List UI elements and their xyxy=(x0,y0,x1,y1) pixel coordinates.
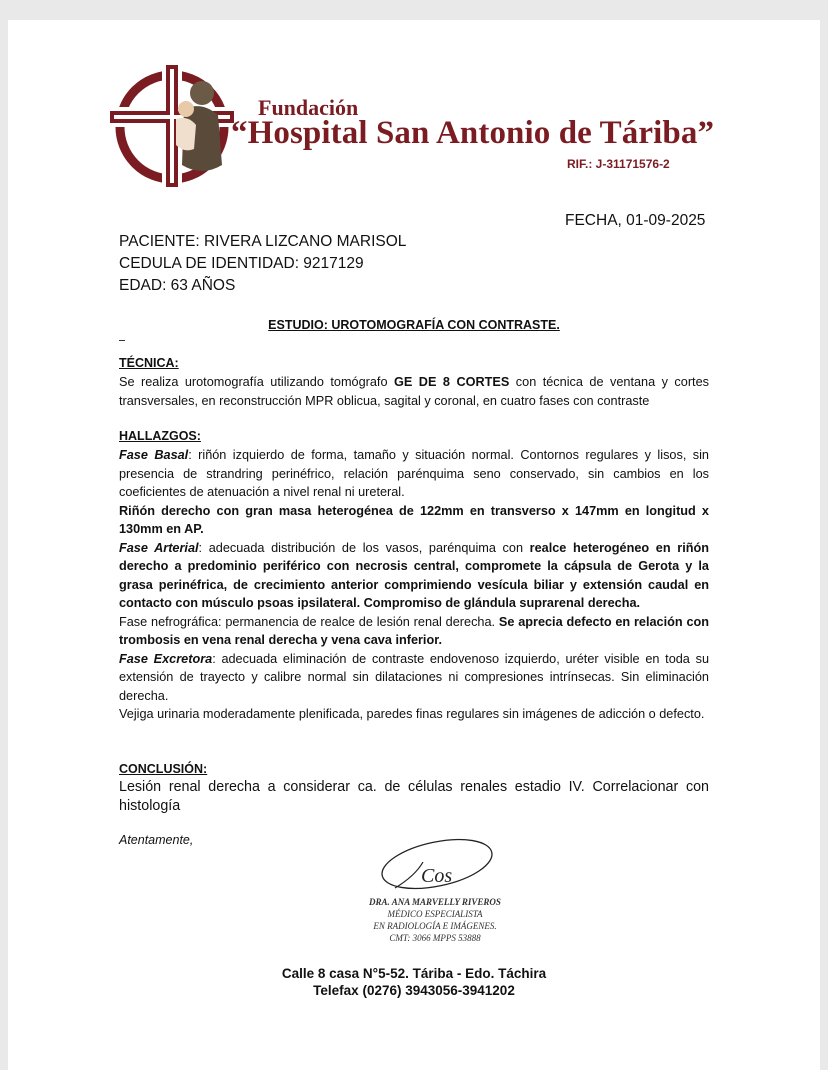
fase-nefro-label: Fase nefrográfica xyxy=(119,614,219,629)
hallazgos-heading: HALLAZGOS: xyxy=(119,429,201,443)
report-date: FECHA, 01-09-2025 xyxy=(565,212,706,229)
fase-arterial-bold: realce heterogéneo en riñón derecho a predominio periférico con necrosis central, compromete la cápsula de Gerota y la grasa perinéfrica, de crecimiento anterior comprimiendo vesícula biliar y extensión caudal en contacto con músculo psoas ipsilateral. Compromiso de glándula suprarenal derecha. xyxy=(119,540,709,610)
fase-arterial-paragraph xyxy=(119,539,709,613)
tecnica-text xyxy=(119,373,709,410)
patient-name: PACIENTE: RIVERA LIZCANO MARISOL xyxy=(119,233,407,250)
fase-arterial-label: Fase Arterial xyxy=(119,540,199,555)
fase-basal-paragraph xyxy=(119,446,709,502)
doctor-title: MÉDICO ESPECIALISTA xyxy=(387,909,483,919)
doctor-specialty: EN RADIOLOGÍA E IMÁGENES. xyxy=(373,921,497,931)
doctor-registry: CMT: 3066 MPPS 53888 xyxy=(389,933,481,943)
tecnica-text-c: con técnica de ventana y cortes transversales, en reconstrucción MPR oblicua, sagital y coronal, en cuatro fases con contraste xyxy=(119,375,709,408)
doctor-stamp xyxy=(310,896,560,944)
tecnica-heading: TÉCNICA: xyxy=(119,356,179,370)
hallazgos-body xyxy=(119,446,709,724)
tecnica-text-a: Se realiza urotomografía utilizando tomógrafo xyxy=(119,375,394,389)
mass-text: Riñón derecho con gran masa heterogénea de 122mm en transverso x 147mm en longitud x 130mm en AP. xyxy=(119,503,709,536)
vejiga-text: Vejiga urinaria moderadamente plenificada, paredes finas regulares sin imágenes de adicción o defecto. xyxy=(119,707,705,721)
study-title: ESTUDIO: UROTOMOGRAFÍA CON CONTRASTE. xyxy=(268,318,560,332)
doctor-name: DRA. ANA MARVELLY RIVEROS xyxy=(369,897,501,907)
fase-basal-label: Fase Basal xyxy=(119,448,189,462)
hospital-logo xyxy=(110,65,240,190)
fase-nefro-bold: Se aprecia defecto en relación con trombosis en vena renal derecha y vena cava inferior. xyxy=(119,614,710,647)
divider xyxy=(119,340,125,341)
scanner-model: GE DE 8 CORTES xyxy=(394,375,510,389)
footer-phone: Telefax (0276) 3943056-3941202 xyxy=(313,983,515,998)
fase-excretora-label: Fase Excretora xyxy=(119,651,213,666)
signature-scribble xyxy=(375,836,505,896)
fase-nefro-text: : permanencia de realce de lesión renal derecha. xyxy=(218,614,499,629)
patient-id: CEDULA DE IDENTIDAD: 9217129 xyxy=(119,255,364,272)
closing-text: Atentamente, xyxy=(119,833,194,847)
fase-basal-text: : riñón izquierdo de forma, tamaño y situación normal. Contornos regulares y lisos, sin presencia de strandring perinéfrico, relación parénquima seno conservado, sin cambios en los coeficientes de atenuación a nivel renal ni ureteral. xyxy=(119,448,709,499)
fase-excretora-paragraph xyxy=(119,650,709,706)
fase-nefro-paragraph xyxy=(119,613,709,650)
footer-address: Calle 8 casa N°5-52. Táriba - Edo. Táchira xyxy=(281,966,547,981)
patient-age: EDAD: 63 AÑOS xyxy=(119,277,236,294)
fase-excretora-text: : adecuada eliminación de contraste endovenoso izquierdo, uréter visible en toda su extensión de trayecto y calibre normal sin dilataciones ni compresiones intrínsecas. Sin eliminación derecha. xyxy=(119,651,709,703)
vejiga-paragraph xyxy=(119,705,709,724)
fase-arterial-text: : adecuada distribución de los vasos, parénquima con xyxy=(198,540,530,555)
mass-paragraph xyxy=(119,502,709,539)
conclusion-heading: CONCLUSIÓN: xyxy=(119,762,208,776)
foundation-label: Fundación xyxy=(258,95,359,120)
rif-number: RIF.: J-31171576-2 xyxy=(567,157,670,171)
signature-text: Cos xyxy=(421,865,453,887)
conclusion-text: Lesión renal derecha a considerar ca. de células renales estadio IV. Correlacionar con histología xyxy=(119,779,709,814)
hospital-name: “Hospital San Antonio de Táriba” xyxy=(231,115,715,151)
